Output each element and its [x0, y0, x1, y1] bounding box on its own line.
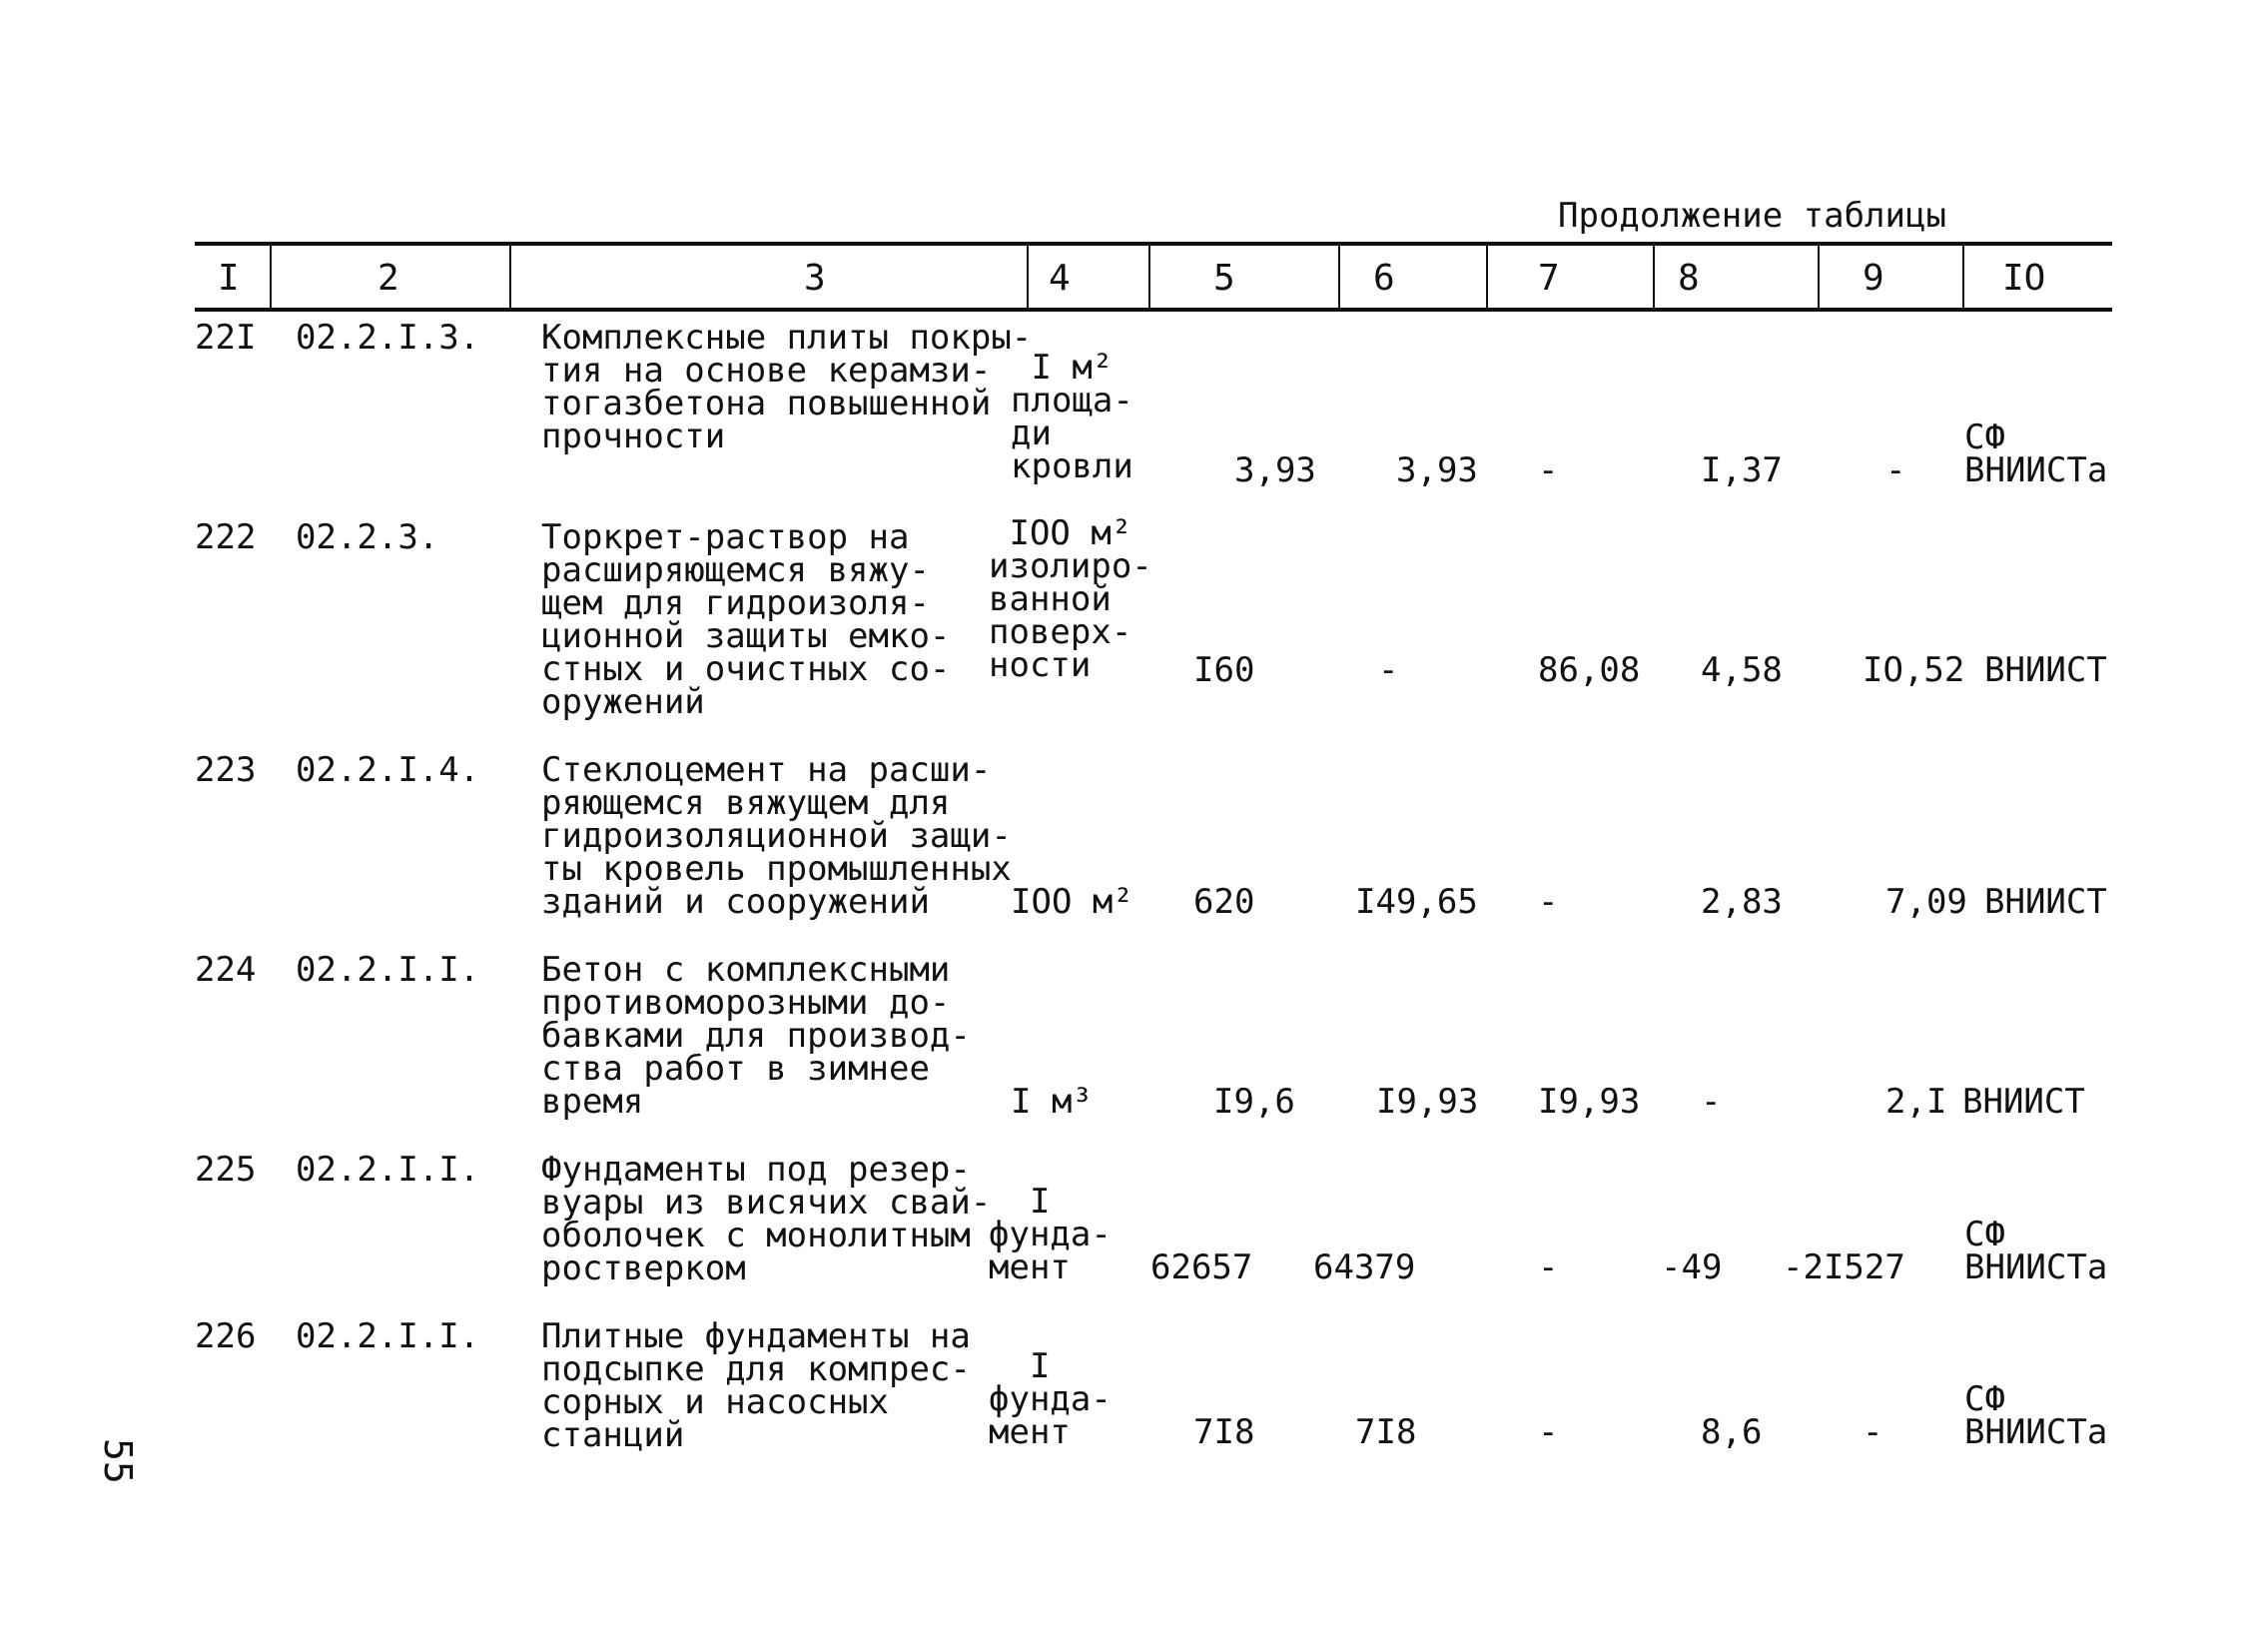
row-col7: - [1538, 450, 1559, 490]
row-col5: 62657 [1150, 1247, 1253, 1287]
row-code: 02.2.I.4. [296, 750, 480, 790]
row-col5: 620 [1193, 882, 1255, 922]
header-col-9: 9 [1863, 258, 1884, 299]
header-separator [509, 246, 511, 310]
page-number: 55 [96, 1438, 140, 1484]
row-col10: ВНИИСТ [1984, 650, 2107, 690]
row-unit: I м² площа- ди кровли [1011, 348, 1133, 486]
row-number: 22I [195, 318, 257, 358]
row-name: Комплексные плиты покры- тия на основе керамзи- тогазбетона повышенной прочности [541, 318, 1033, 456]
row-col6: I9,93 [1376, 1082, 1479, 1122]
row-name: Фундаменты под резер- вуары из висячих свай- оболочек с монолитным ростверком [541, 1150, 992, 1288]
row-col10: СФ ВНИИСТа [1964, 1215, 2108, 1287]
header-separator [270, 246, 272, 310]
row-col9: 2,I [1885, 1082, 1947, 1122]
row-unit: IOO м² [1011, 882, 1133, 922]
row-code: 02.2.3. [296, 517, 439, 557]
header-top-rule [195, 242, 2112, 246]
header-separator [1027, 246, 1029, 310]
header-col-4: 4 [1049, 258, 1071, 299]
header-bottom-rule [195, 308, 2112, 312]
row-col7: I9,93 [1538, 1082, 1641, 1122]
row-code: 02.2.I.I. [296, 1316, 480, 1356]
row-col9: IO,52 [1863, 650, 1965, 690]
row-col7: - [1538, 1247, 1559, 1287]
row-col6: 7I8 [1355, 1412, 1417, 1452]
row-col8: 4,58 [1701, 650, 1783, 690]
row-number: 223 [195, 750, 257, 790]
header-separator [1653, 246, 1655, 310]
row-col6: - [1378, 650, 1399, 690]
header-separator [1962, 246, 1964, 310]
header-col-8: 8 [1678, 258, 1700, 299]
header-col-7: 7 [1538, 258, 1560, 299]
row-col10: СФ ВНИИСТа [1964, 417, 2108, 490]
row-number: 225 [195, 1150, 257, 1190]
row-number: 224 [195, 950, 257, 990]
row-col10: ВНИИСТ [1984, 882, 2107, 922]
row-col5: 3,93 [1234, 450, 1316, 490]
row-unit: I фунда- мент [989, 1346, 1112, 1452]
row-name: Торкрет-раствор на расширяющемся вяжу- щем для гидроизоля- ционной защиты емко- стных и очистных со- оружений [541, 517, 951, 722]
row-col6: I49,65 [1355, 882, 1478, 922]
row-unit: I м³ [1011, 1082, 1093, 1122]
row-number: 226 [195, 1316, 257, 1356]
header-col-3: 3 [804, 258, 826, 299]
row-unit: IOO м² изолиро- ванной поверх- ности [989, 513, 1152, 685]
header-separator [1148, 246, 1150, 310]
row-col10: ВНИИСТ [1962, 1082, 2085, 1122]
row-col8: I,37 [1701, 450, 1783, 490]
header-col-1: I [218, 258, 240, 299]
table-continuation-caption: Продолжение таблицы [1558, 196, 1946, 236]
row-code: 02.2.I.3. [296, 318, 480, 358]
row-number: 222 [195, 517, 257, 557]
row-col9: - [1885, 450, 1906, 490]
header-separator [1818, 246, 1820, 310]
header-separator [1486, 246, 1488, 310]
row-code: 02.2.I.I. [296, 950, 480, 990]
row-col9: -2I527 [1783, 1247, 1905, 1287]
header-col-2: 2 [377, 258, 399, 299]
row-code: 02.2.I.I. [296, 1150, 480, 1190]
row-col7: 86,08 [1538, 650, 1641, 690]
row-col7: - [1538, 1412, 1559, 1452]
row-col9: - [1863, 1412, 1883, 1452]
row-col5: 7I8 [1193, 1412, 1255, 1452]
row-col10: СФ ВНИИСТа [1964, 1379, 2108, 1452]
row-col6: 64379 [1313, 1247, 1416, 1287]
row-col9: 7,09 [1885, 882, 1967, 922]
header-col-10: IO [2002, 258, 2046, 299]
row-col8: 8,6 [1701, 1412, 1763, 1452]
row-col8: -49 [1661, 1247, 1723, 1287]
row-col8: - [1701, 1082, 1722, 1122]
row-col5: I9,6 [1213, 1082, 1295, 1122]
row-name: Бетон с комплексными противоморозными до- бавками для производ- ства работ в зимнее время [541, 950, 971, 1122]
row-col7: - [1538, 882, 1559, 922]
header-col-5: 5 [1213, 258, 1235, 299]
row-unit: I фунда- мент [989, 1182, 1112, 1287]
header-separator [1338, 246, 1340, 310]
row-name: Стеклоцемент на расши- ряющемся вяжущем для гидроизоляционной защи- ты кровель промышленных зданий и сооружений [541, 750, 1012, 922]
row-name: Плитные фундаменты на подсыпке для компрес- сорных и насосных станций [541, 1316, 971, 1455]
row-col6: 3,93 [1396, 450, 1478, 490]
row-col8: 2,83 [1701, 882, 1783, 922]
header-col-6: 6 [1373, 258, 1395, 299]
row-col5: I60 [1193, 650, 1255, 690]
